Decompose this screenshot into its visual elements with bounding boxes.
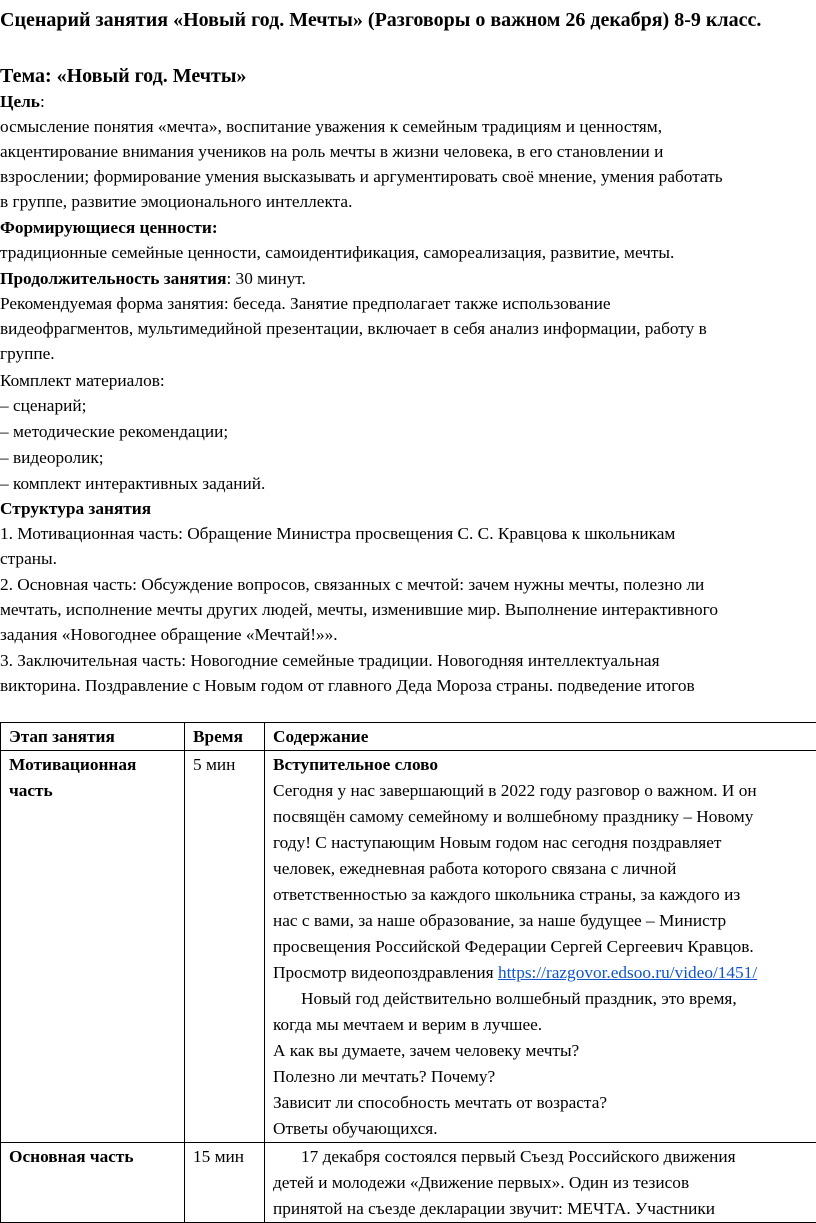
content-line: просвещения Российской Федерации Сергей Сергеевич Кравцов. xyxy=(273,934,814,960)
structure-line: 3. Заключительная часть: Новогодние семейные традиции. Новогодняя интеллектуальная xyxy=(0,649,660,673)
values-label: Формирующиеся ценности: xyxy=(0,216,218,240)
time-cell: 15 мин xyxy=(185,1143,265,1223)
goal-line: акцентирование внимания учеников на роль мечты в жизни человека, в его становлении и xyxy=(0,140,663,164)
time-cell: 5 мин xyxy=(185,751,265,1143)
video-prefix: Просмотр видеопоздравления xyxy=(273,963,498,982)
form-line: группе. xyxy=(0,342,55,366)
form-line: Рекомендуемая форма занятия: беседа. Занятие предполагает также использование xyxy=(0,292,611,316)
structure-line: задания «Новогоднее обращение «Мечтай!»». xyxy=(0,623,338,647)
content-line: Зависит ли способность мечтать от возраста? xyxy=(273,1090,814,1116)
materials-item: – методические рекомендации; xyxy=(0,420,228,444)
materials-item: – видеоролик; xyxy=(0,446,104,470)
lesson-plan-table xyxy=(0,722,816,1223)
form-line: видеофрагментов, мультимедийной презентации, включает в себя анализ информации, работу в xyxy=(0,317,707,341)
structure-line: викторина. Поздравление с Новым годом от главного Деда Мороза страны. подведение итогов xyxy=(0,674,695,698)
structure-line: 2. Основная часть: Обсуждение вопросов, связанных с мечтой: зачем нужны мечты, полезно ли xyxy=(0,573,704,597)
structure-line: 1. Мотивационная часть: Обращение Министра просвещения С. С. Кравцова к школьникам xyxy=(0,522,675,546)
video-link[interactable]: https://razgovor.edsoo.ru/video/1451/ xyxy=(498,963,757,982)
document-title: Сценарий занятия «Новый год. Мечты» (Разговоры о важном 26 декабря) 8-9 класс. xyxy=(0,6,812,34)
content-line: Новый год действительно волшебный праздник, это время, xyxy=(273,986,814,1012)
structure-line: страны. xyxy=(0,547,57,571)
content-line: нас с вами, за наше образование, за наше будущее – Министр xyxy=(273,908,814,934)
table-row xyxy=(1,751,816,1143)
goal-line: в группе, развитие эмоционального интеллекта. xyxy=(0,190,352,214)
content-line: 17 декабря состоялся первый Съезд Российского движения xyxy=(273,1144,814,1170)
content-line: посвящён самому семейному и волшебному празднику – Новому xyxy=(273,804,814,830)
content-line: году! С наступающим Новым годом нас сегодня поздравляет xyxy=(273,830,814,856)
materials-item: – комплект интерактивных заданий. xyxy=(0,472,265,496)
goal-line: взрослении; формирование умения высказывать и аргументировать своё мнение, умения работать xyxy=(0,165,723,189)
duration-label: Продолжительность занятия xyxy=(0,269,226,288)
content-line: человек, ежедневная работа которого связана с личной xyxy=(273,856,814,882)
stage-text: Мотивационная xyxy=(9,752,178,778)
content-line: когда мы мечтаем и верим в лучшее. xyxy=(273,1012,814,1038)
content-line: ответственностью за каждого школьника страны, за каждого из xyxy=(273,882,814,908)
structure-line: мечтать, исполнение мечты других людей, мечты, изменившие мир. Выполнение интерактивного xyxy=(0,598,718,622)
duration-line xyxy=(0,267,306,291)
content-heading: Вступительное слово xyxy=(273,752,814,778)
content-line: Сегодня у нас завершающий в 2022 году разговор о важном. И он xyxy=(273,778,814,804)
document-topic: Тема: «Новый год. Мечты» xyxy=(0,62,246,90)
stage-text: часть xyxy=(9,778,178,804)
content-line: Полезно ли мечтать? Почему? xyxy=(273,1064,814,1090)
values-text: традиционные семейные ценности, самоидентификация, самореализация, развитие, мечты. xyxy=(0,241,674,265)
content-cell xyxy=(265,751,816,1143)
content-line: детей и молодежи «Движение первых». Один из тезисов xyxy=(273,1170,814,1196)
video-line xyxy=(273,960,814,986)
header-content: Содержание xyxy=(265,723,816,751)
goal-label: Цель xyxy=(0,92,40,111)
structure-label: Структура занятия xyxy=(0,497,151,521)
table-header-row xyxy=(1,723,816,751)
materials-label: Комплект материалов: xyxy=(0,369,165,393)
duration-value: : 30 минут. xyxy=(226,269,305,288)
goal-line: осмысление понятия «мечта», воспитание уважения к семейным традициям и ценностям, xyxy=(0,115,662,139)
header-stage: Этап занятия xyxy=(1,723,185,751)
goal-colon: : xyxy=(40,92,45,111)
header-time: Время xyxy=(185,723,265,751)
content-line: А как вы думаете, зачем человеку мечты? xyxy=(273,1038,814,1064)
content-line: принятой на съезде декларации звучит: МЕЧТА. Участники xyxy=(273,1196,814,1222)
stage-text: Основная часть xyxy=(9,1144,178,1170)
content-line: Ответы обучающихся. xyxy=(273,1116,814,1142)
goal-heading xyxy=(0,90,45,114)
materials-item: – сценарий; xyxy=(0,394,86,418)
stage-cell xyxy=(1,751,185,1143)
